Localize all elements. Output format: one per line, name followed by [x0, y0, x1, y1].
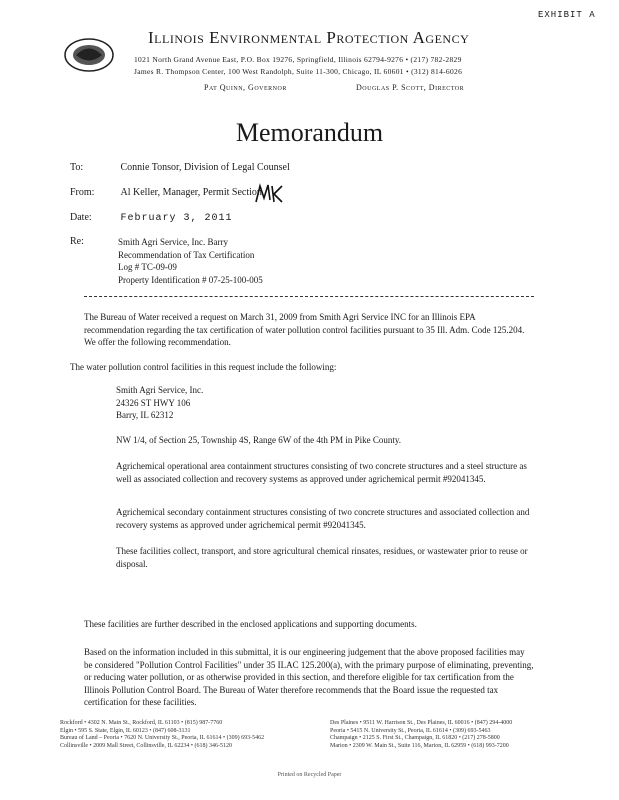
facility-purpose-paragraph: These facilities collect, transport, and store agricultural chemical rinsates, residues, or wastewater prior to reuse or disposal.	[116, 546, 528, 569]
date-row	[70, 212, 233, 224]
date-label: Date:	[70, 212, 92, 223]
footer-offices-left	[60, 720, 320, 750]
facility-address-line: 24326 ST HWY 106	[116, 397, 191, 408]
footer-office: Elgin • 595 S. State, Elgin, IL 60123 • (847) 608-3131	[60, 727, 191, 734]
address-line-2: James R. Thompson Center, 100 West Randolph, Suite 11-300, Chicago, IL 60601 • (312) 814-6026	[134, 67, 463, 76]
footer-office: Des Plaines • 9511 W. Harrison St., Des Plaines, IL 60016 • (847) 294-4000	[330, 720, 513, 726]
footer-office: Collinsville • 2009 Mall Street, Collinsville, IL 62234 • (618) 346-5120	[60, 742, 232, 749]
from-value: Al Keller, Manager, Permit Section	[120, 187, 262, 198]
footer-office: Bureau of Land – Peoria • 7620 N. University St., Peoria, IL 61614 • (309) 693-5462	[60, 735, 265, 741]
date-value: February 3, 2011	[120, 213, 233, 224]
to-value: Connie Tonsor, Division of Legal Counsel	[120, 162, 290, 173]
exhibit-label: EXHIBIT A	[538, 10, 596, 20]
further-described-paragraph: These facilities are further described in the enclosed applications and supporting documents.	[84, 619, 417, 629]
re-lines	[118, 236, 263, 286]
re-line: Property Identification # 07-25-100-005	[118, 274, 263, 285]
secondary-containment-paragraph: Agrichemical secondary containment structures consisting of two concrete structures and associated collection and recovery systems as approved under agrichemical permit #92041345.	[116, 507, 530, 530]
divider	[84, 296, 534, 297]
agrichemical-paragraph: Agrichemical operational area containment structures consisting of two concrete structures and a steel structure as well as associated collection and recovery systems as approved under agrichemical permit #92041345.	[116, 461, 527, 484]
facility-address-line: Smith Agri Service, Inc.	[116, 385, 204, 395]
re-line: Smith Agri Service, Inc. Barry	[118, 237, 228, 247]
to-row	[70, 162, 290, 173]
from-row	[70, 187, 262, 198]
address-line-1: 1021 North Grand Avenue East, P.O. Box 19276, Springfield, Illinois 62794-9276 • (217) 782-2829	[134, 55, 462, 64]
footer-office: Champaign • 2125 S. First St., Champaign, IL 61820 • (217) 278-5800	[330, 735, 500, 741]
governor-name: Pat Quinn, Governor	[204, 83, 287, 92]
footer-offices-right	[330, 720, 560, 750]
recycled-paper-note: Printed on Recycled Paper	[277, 772, 342, 778]
director-name: Douglas P. Scott, Director	[356, 83, 465, 92]
re-line: Recommendation of Tax Certification	[118, 249, 255, 260]
re-label: Re:	[70, 236, 84, 247]
facility-address	[116, 384, 536, 422]
to-label: To:	[70, 162, 84, 173]
signature-initials-icon	[254, 182, 284, 206]
recommendation-paragraph: Based on the information included in this submittal, it is our engineering judgement that the above proposed facilities may be considered "Pollution Control Facilities" under 35 ILAC 125.200(a), with the primary purpose of eliminating, preventing, or reducing water pollution, or as otherwise provided in this section, and therefore eligible for tax certification from the Illinois Pollution Control Board. The Bureau of Water therefore recommends that the Board issue the requested tax certification for these facilities.	[84, 647, 534, 707]
facility-address-line: Barry, IL 62312	[116, 410, 174, 420]
re-row	[70, 236, 118, 247]
footer-office: Rockford • 4302 N. Main St., Rockford, IL 61103 • (815) 987-7760	[60, 720, 223, 726]
agency-seal-icon	[62, 36, 116, 74]
facility-location: NW 1/4, of Section 25, Township 4S, Range 6W of the 4th PM in Pike County.	[116, 435, 402, 445]
facilities-intro: The water pollution control facilities in this request include the following:	[70, 362, 337, 372]
re-line: Log # TC-09-09	[118, 262, 177, 272]
agency-name: Illinois Environmental Protection Agency	[148, 28, 470, 47]
footer-office: Peoria • 5415 N. University St., Peoria, IL 61614 • (309) 693-5463	[330, 727, 491, 734]
from-label: From:	[70, 187, 95, 198]
intro-paragraph: The Bureau of Water received a request on March 31, 2009 from Smith Agri Service INC for an Illinois EPA recommendation regarding the tax certification of water pollution control facilities pursuant to 35 Ill. Adm. Code 125.204. We offer the following recommendation.	[84, 312, 525, 347]
memo-title: Memorandum	[235, 118, 384, 147]
footer-office: Marion • 2309 W. Main St., Suite 116, Marion, IL 62959 • (618) 993-7200	[330, 742, 509, 749]
